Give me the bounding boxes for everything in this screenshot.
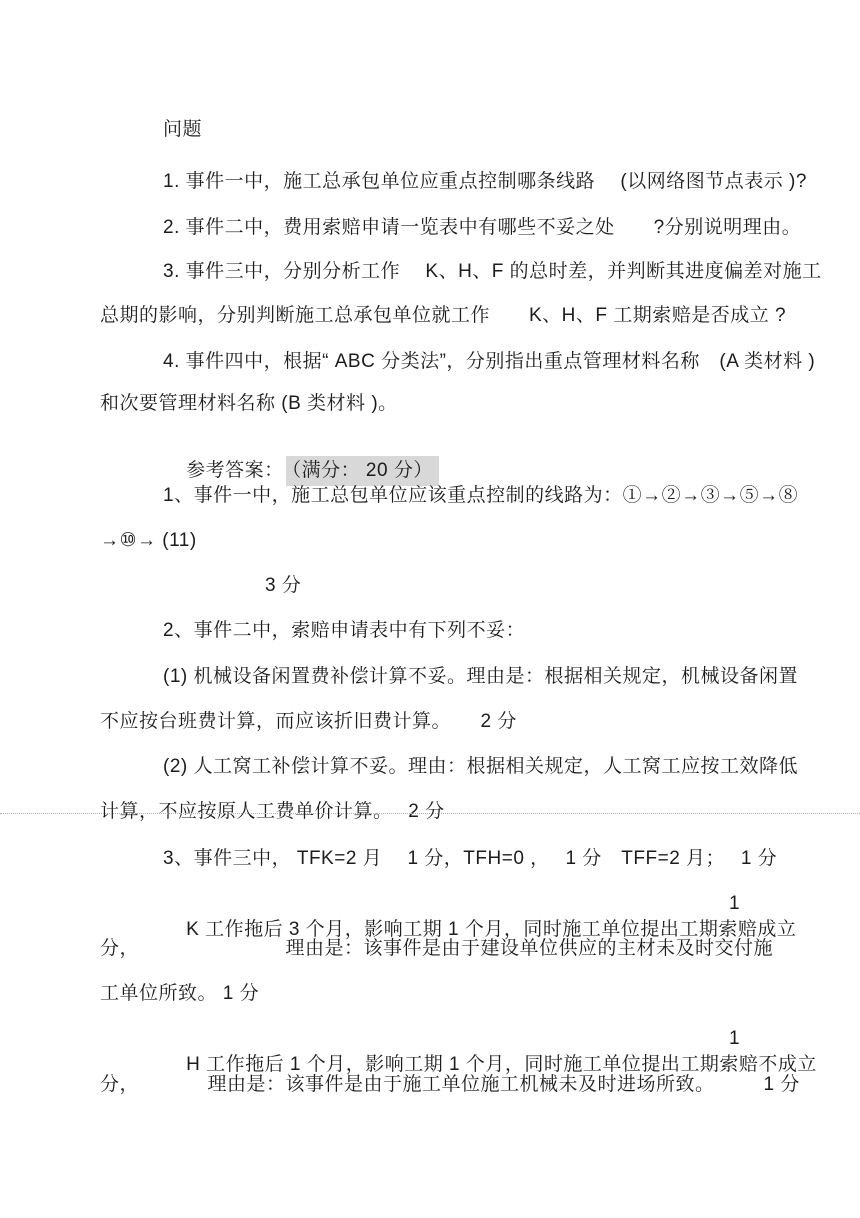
answer-3-k-score: 1: [729, 893, 741, 914]
answer-2-item-1-line-2: 不应按台班费计算，而应该折旧费计算。 2 分: [100, 711, 517, 732]
answer-3-h-score: 1: [729, 1028, 741, 1049]
answer-2-item-1-line-1: (1) 机械设备闲置费补偿计算不妥。理由是：根据相关规定，机械设备闲置: [163, 666, 799, 687]
reference-answer-label: 参考答案：: [186, 460, 284, 481]
answer-3-h-line-2: 分， 理由是：该事件是由于施工单位施工机械未及时进场所致。 1 分: [100, 1074, 800, 1095]
question-2: 2. 事件二中，费用索赔申请一览表中有哪些不妥之处 ?分别说明理由。: [163, 217, 802, 238]
answer-1-score: 3 分: [265, 575, 302, 596]
question-3-line-1: 3. 事件三中，分别分析工作 K、H、F 的总时差，并判断其进度偏差对施工: [163, 261, 822, 282]
answer-1-line-1: 1、事件一中，施工总包单位应该重点控制的线路为：①→②→③→⑤→⑧: [163, 485, 799, 506]
answer-1-line-2: →⑩→ (11): [100, 530, 197, 551]
questions-heading: 问题: [163, 119, 203, 140]
question-3-line-2: 总期的影响，分别判断施工总承包单位就工作 K、H、F 工期索赔是否成立 ?: [100, 305, 787, 326]
question-1: 1. 事件一中，施工总承包单位应重点控制哪条线路 (以网络图节点表示 )?: [163, 171, 807, 192]
page-break-dotted-line: [0, 813, 860, 814]
answer-3-k-line-2: 分， 理由是：该事件是由于建设单位供应的主材未及时交付施: [100, 938, 774, 959]
answer-3-heading: 3、事件三中， TFK=2 月 1 分，TFH=0 ， 1 分 TFF=2 月； 1 分: [163, 848, 778, 869]
question-4-line-2: 和次要管理材料名称 (B 类材料 )。: [100, 393, 398, 414]
answer-3-k-line-3: 工单位所致。 1 分: [100, 983, 260, 1004]
answer-3-k-text: K 工作拖后 3 个月，影响工期 1 个月，同时施工单位提出工期索赔成立: [186, 919, 797, 940]
question-4-line-1: 4. 事件四中，根据“ ABC 分类法”，分别指出重点管理材料名称 (A 类材料 ): [163, 351, 816, 372]
answer-3-h-text: H 工作拖后 1 个月，影响工期 1 个月，同时施工单位提出工期索赔不成立: [186, 1054, 817, 1075]
total-score-highlight: （满分： 20 分）: [286, 456, 439, 486]
answer-2-item-2-line-2: 计算，不应按原人工费单价计算。 2 分: [100, 801, 445, 822]
answer-2-item-2-line-1: (2) 人工窝工补偿计算不妥。理由：根据相关规定，人工窝工应按工效降低: [163, 756, 799, 777]
answer-2-heading: 2、事件二中，索赔申请表中有下列不妥：: [163, 620, 526, 641]
